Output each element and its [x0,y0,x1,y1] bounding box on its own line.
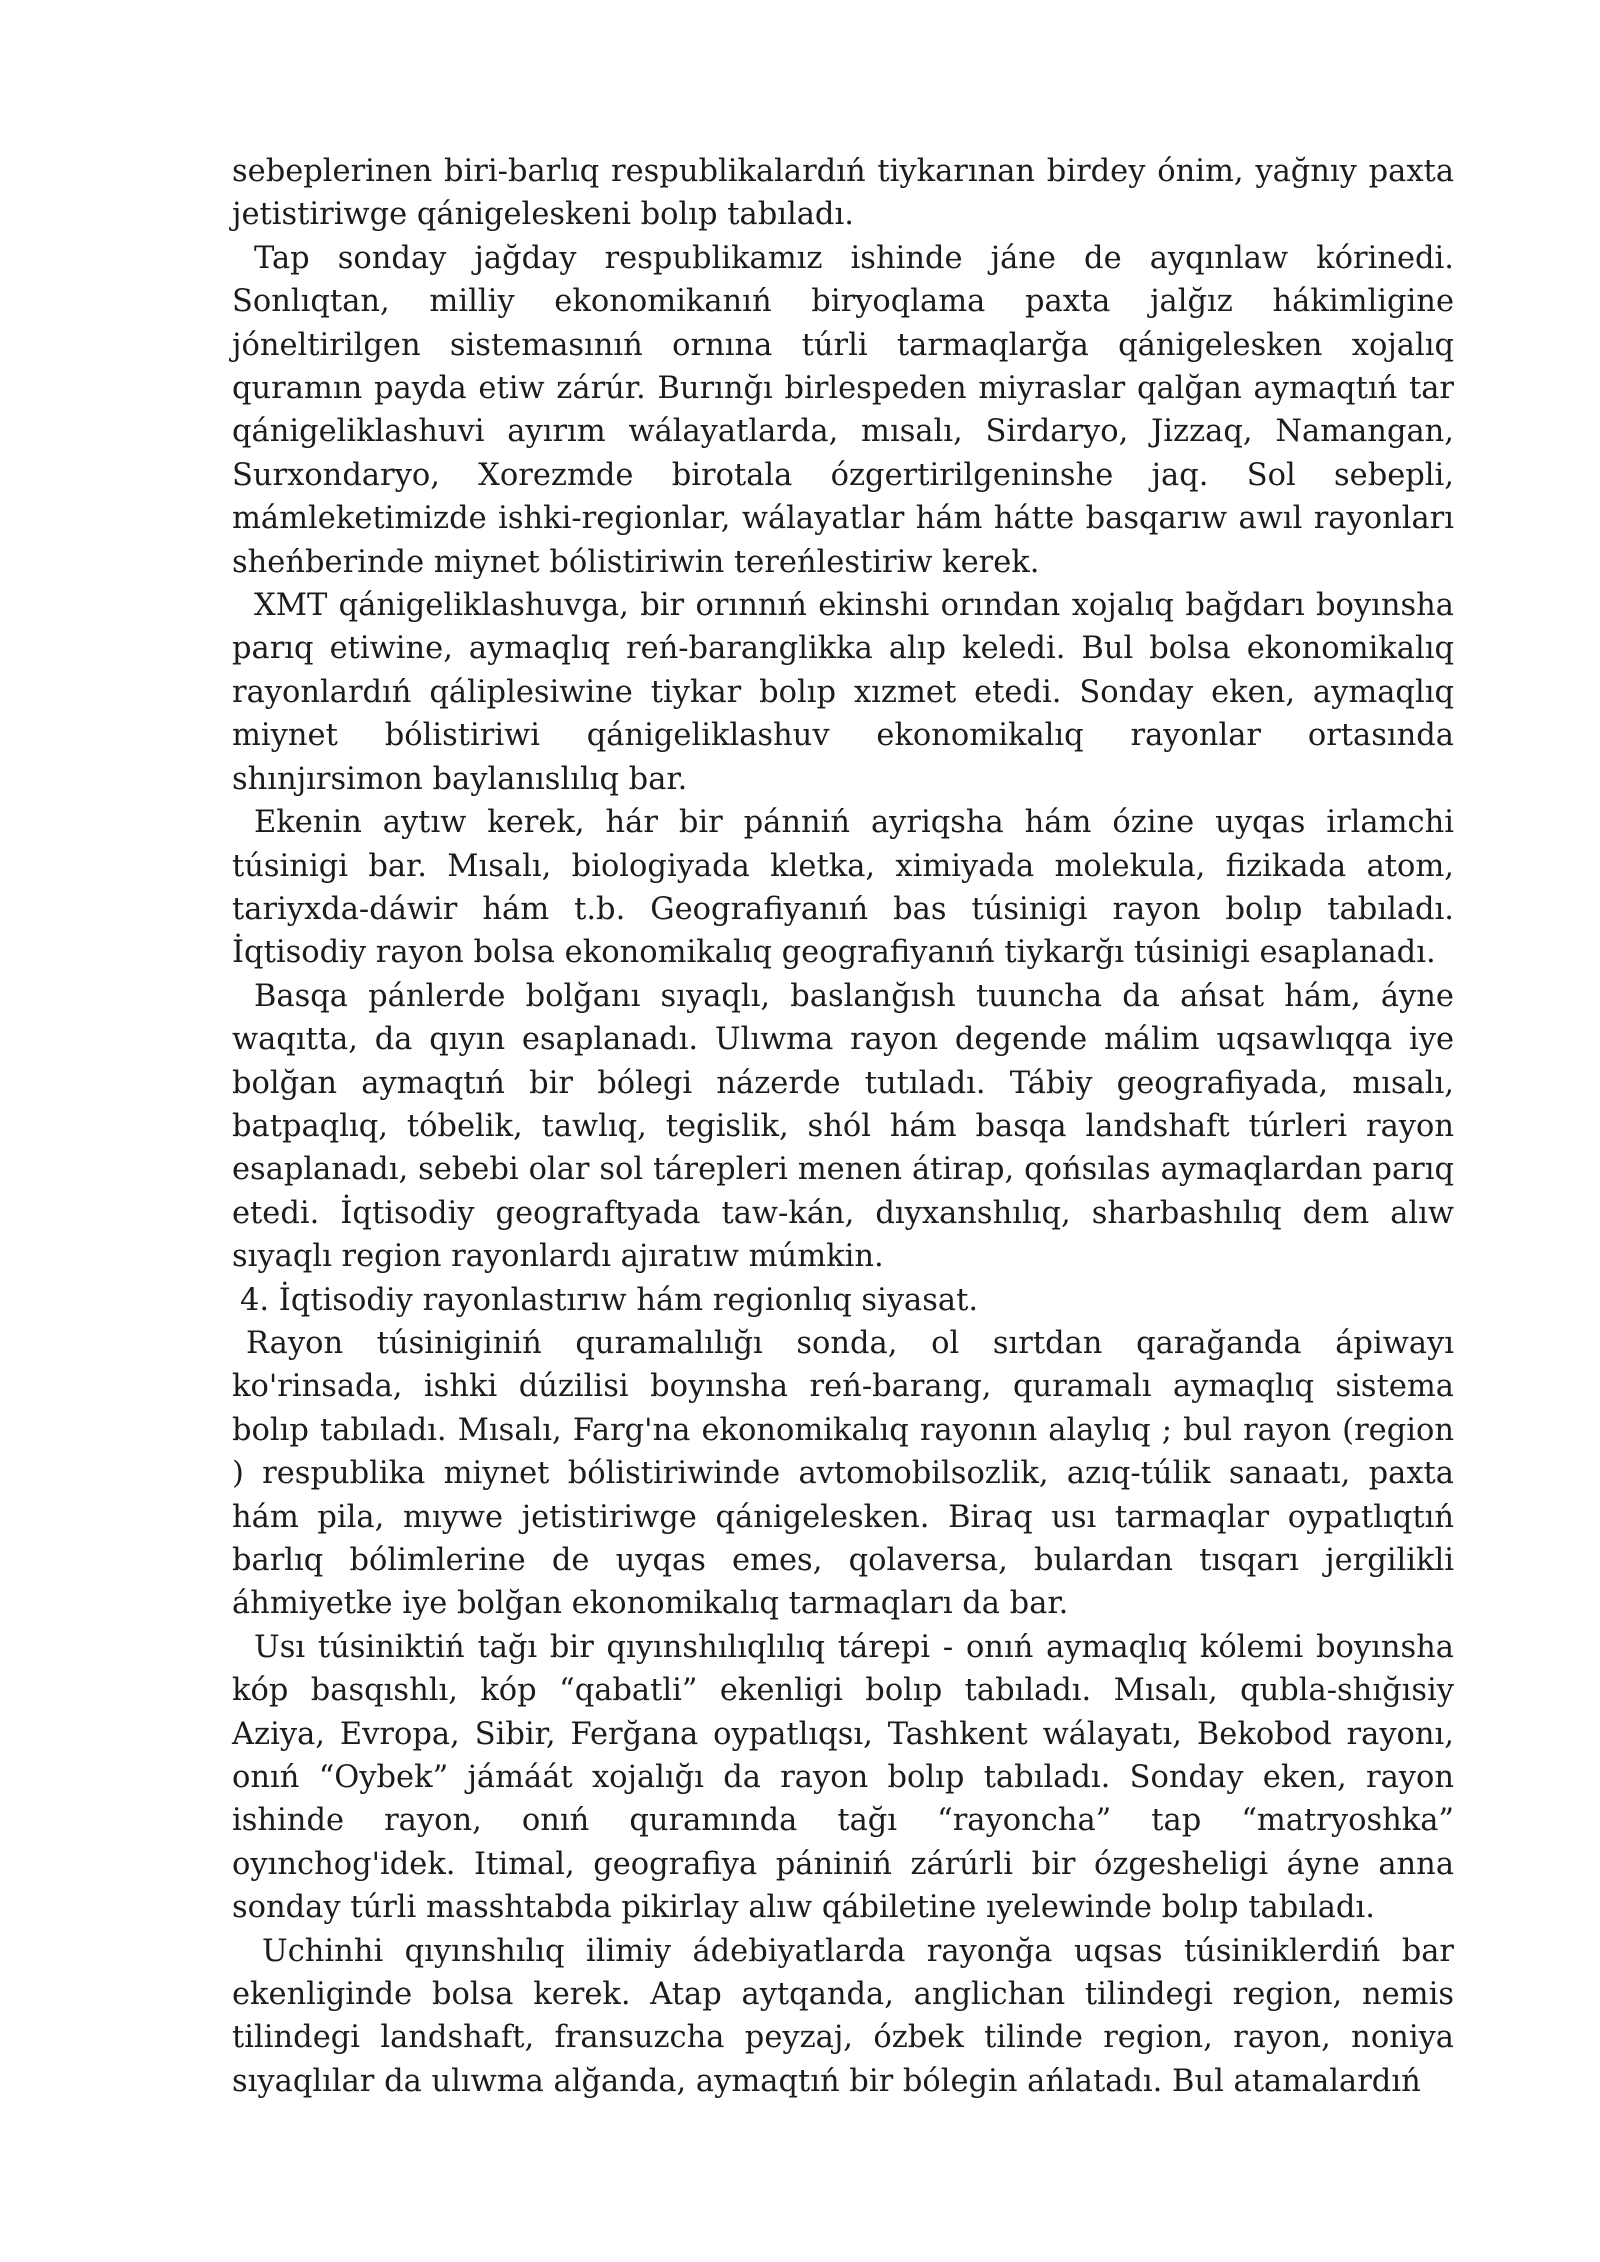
paragraph-terminology: Uchinhi qıyınshılıq ilimiy ádebiyatlarda rayonğa uqsas túsiniklerdiń bar ekenliginde bolsa kerek. Atap aytqanda, anglichan tilindegi region, nemis tilindegi landshaft, fransuzcha peyzaj, ózbek tilinde region, rayon, noniya sıyaqlılar da ulıwma alğanda, aymaqtıń bir bólegin ańlatadı. Bul atamalardıń [232,1933,1454,2099]
paragraph-specialization: Tap sonday jağday respublikamız ishinde jáne de ayqınlaw kórinedi. Sonlıqtan, milliy ekonomikanıń biryoqlama paxta jalğız hákimligine jóneltirilgen sistemasınıń ornına túrli tarmaqlarğa qánigelesken xojalıq quramın payda etiw zárúr. Burınğı birlespeden miyraslar qalğan aymaqtıń tar qánigeliklashuvi ayırım wálayatlarda, mısalı, Sirdaryo, Jizzaq, Namangan, Surxondaryo, Xorezmde birotala ózgertirilgeninshe jaq. Sol sebepli, mámleketimizde ishki-regionlar, wálayatlar hám hátte basqarıw awıl rayonları sheńberinde miynet bólistiriwin tereńlestiriw kerek. [232,240,1454,580]
paragraph-rayon-definition: Basqa pánlerde bolğanı sıyaqlı, baslanğısh tuuncha da ańsat hám, áyne waqıtta, da qıyın esaplanadı. Ulıwma rayon degende málim uqsawlıqqa iye bolğan aymaqtıń bir bólegi názerde tutıladı. Tábiy geografiyada, mısalı, batpaqlıq, tóbelik, tawlıq, tegislik, shól hám basqa landshaft túrleri rayon esaplanadı, sebebi olar sol tárepleri menen átirap, qońsılas aymaqlardan parıq etedi. İqtisodiy geograftyada taw-kán, dıyxanshılıq, sharbashılıq dem alıw sıyaqlı region rayonlardı ajıratıw múmkin. [232,978,1454,1275]
paragraph-concept: Ekenin aytıw kerek, hár bir pánniń ayriqsha hám ózine uyqas irlamchi túsinigi bar. Mısalı, biologiyada kletka, ximiyada molekula, fizikada atom, tariyxda-dáwir hám t.b. Geografiyanıń bas túsinigi rayon bolıp tabıladı. İqtisodiy rayon bolsa ekonomikalıq geografiyanıń tiykarğı túsinigi esaplanadı. [232,805,1454,971]
paragraph-xmt: XMT qánigeliklashuvga, bir orınnıń ekinshi orından xojalıq bağdarı boyınsha parıq etiwine, aymaqlıq reń-baranglikka alıp keledi. Bul bolsa ekonomikalıq rayonlardıń qáliplesiwine tiykar bolıp xızmet etedi. Sonday eken, aymaqlıq miynet bólistiriwi qánigeliklashuv ekonomikalıq rayonlar ortasında shınjırsimon baylanıslılıq bar. [232,588,1454,797]
document-page [232,150,1454,2103]
paragraph-complexity: Rayon túsiniginiń quramalılığı sonda, ol sırtdan qarağanda ápiwayı ko'rinsada, ishki dúzilisi boyınsha reń-barang, quramalı aymaqlıq sistema bolıp tabıladı. Mısalı, Farg'na ekonomikalıq rayonın alaylıq ; bul rayon (region ) respublika miynet bólistiriwinde avtomobilsozlik, azıq-túlik sanaatı, paxta hám pila, mıywe jetistiriwge qánigelesken. Biraq usı tarmaqlar oypatlıqtıń barlıq bólimlerine de uyqas emes, qolaversa, bulardan tısqarı jergilikli áhmiyetke iye bolğan ekonomikalıq tarmaqları da bar. [232,1325,1454,1622]
paragraph-continuation: sebeplerinen biri-barlıq respublikalardıń tiykarınan birdey ónim, yağnıy paxta jetistiriwge qánigeleskeni bolıp tabıladı. [232,154,1454,233]
paragraph-multilevel: Usı túsiniktiń tağı bir qıyınshılıqlılıq tárepi - onıń aymaqlıq kólemi boyınsha kóp basqıshlı, kóp “qabatli” ekenligi bolıp tabıladı. Mısalı, qubla-shığısiy Aziya, Evropa, Sibir, Ferğana oypatlıqsı, Tashkent wálayatı, Bekobod rayonı, onıń “Oybek” jámáát xojalığı da rayon bolıp tabıladı. Sonday eken, rayon ishinde rayon, onıń quramında tağı “rayoncha” tap “matryoshka” oyınchog'idek. Itimal, geografiya pániniń zárúrli bir ózgesheligi áyne anna sonday túrli masshtabda pikirlay alıw qábiletine ıyelewinde bolıp tabıladı. [232,1629,1454,1926]
section-heading: 4. İqtisodiy rayonlastırıw hám regionlıq siyasat. [240,1282,979,1318]
